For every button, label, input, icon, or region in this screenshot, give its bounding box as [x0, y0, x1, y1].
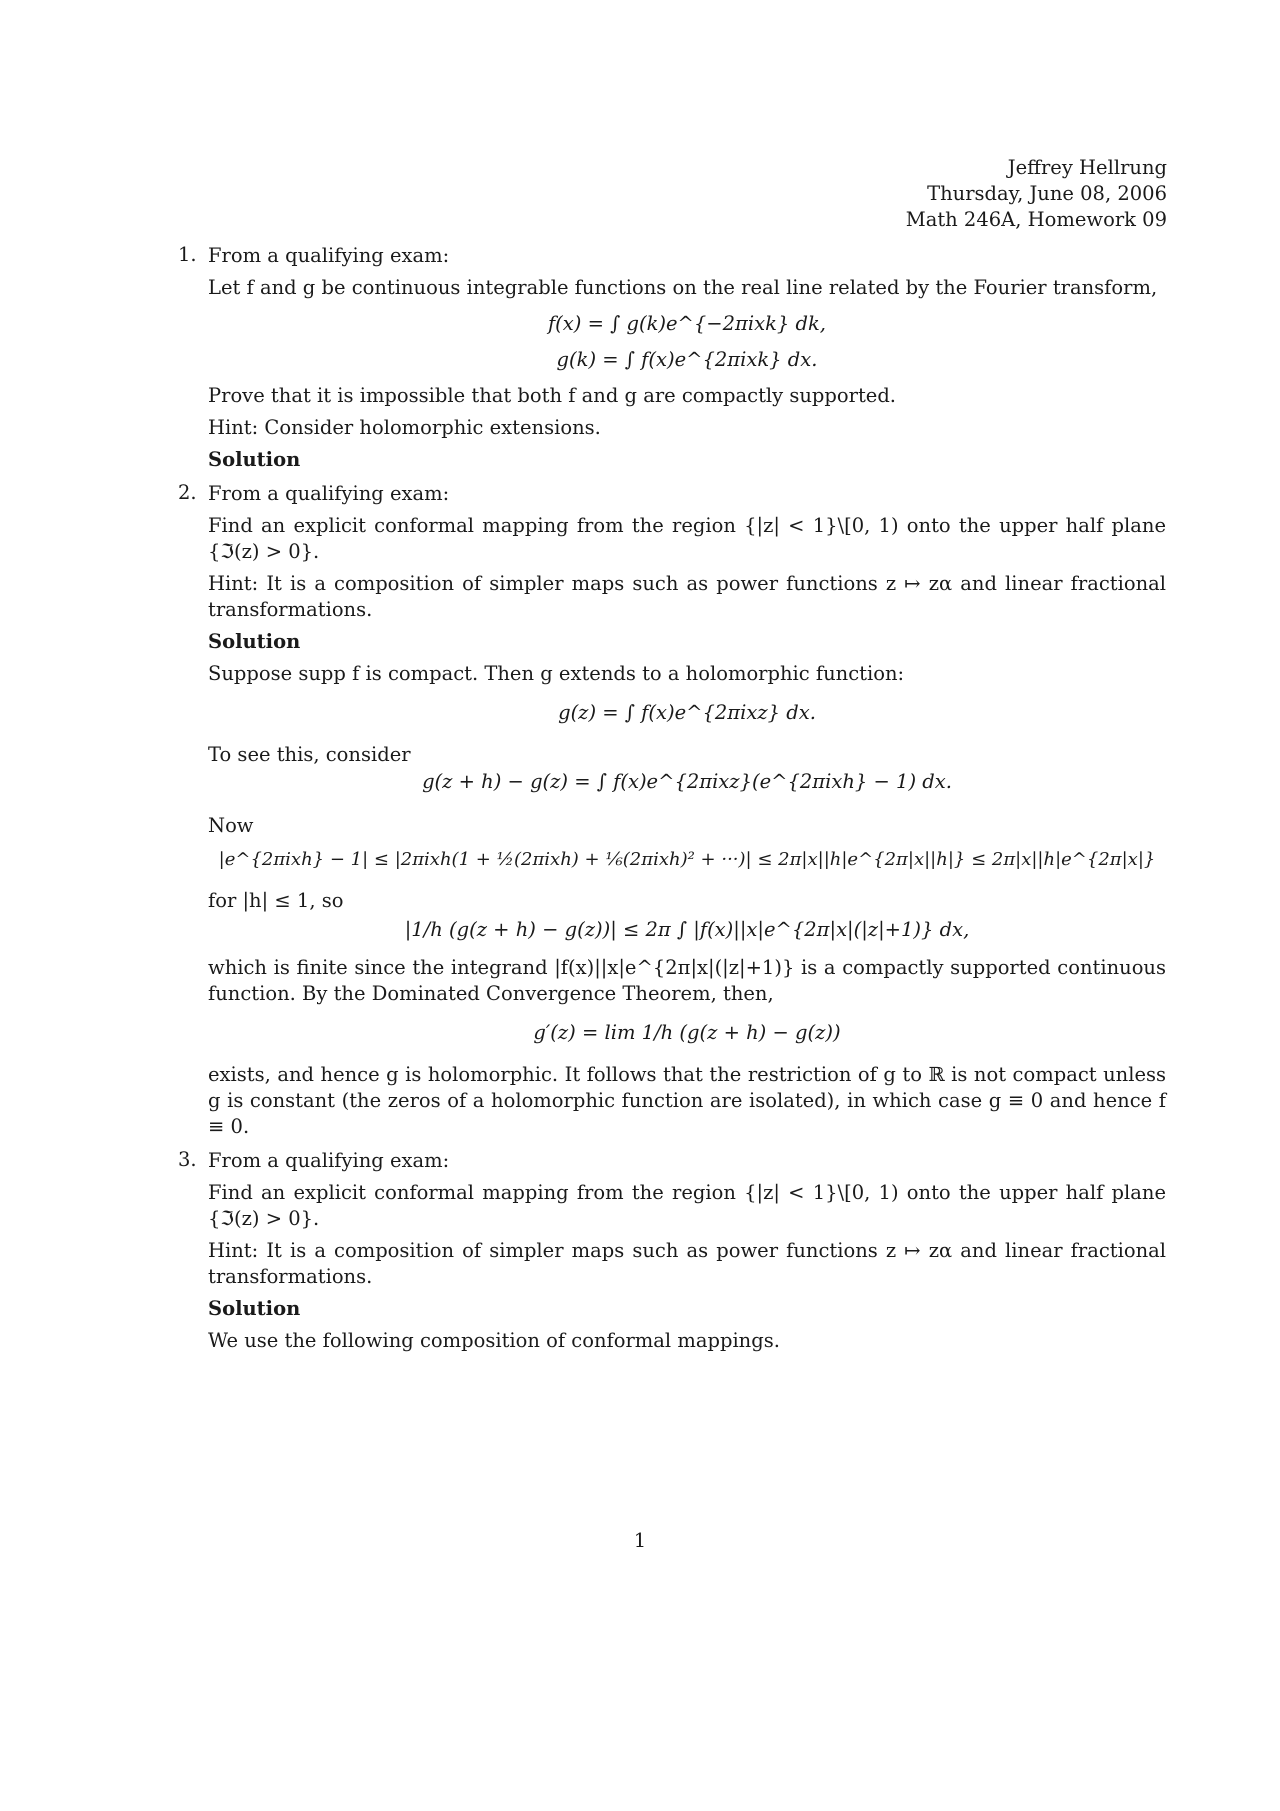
problem-intro: From a qualifying exam:: [208, 1149, 450, 1172]
page-number: 1: [633, 1529, 647, 1552]
equation-g: g(k) = ∫ f(x)e^{2πixk} dx.: [556, 348, 818, 371]
derivative-limit: g′(z) = lim 1/h (g(z + h) − g(z)): [533, 1021, 841, 1044]
date: Thursday, June 08, 2006: [927, 182, 1167, 205]
solution-heading: Solution: [208, 630, 301, 653]
equation-g-z: g(z) = ∫ f(x)e^{2πixz} dx.: [558, 701, 816, 724]
solution-paragraph: which is finite since the integrand |f(x)||x|e^{2π|x|(|z|+1)} is a compactly supported continuous function. By the Dominated Convergence Theorem, then,: [208, 956, 1166, 1005]
solution-paragraph: Suppose supp f is compact. Then g extends to a holomorphic function:: [208, 662, 905, 685]
hint: Hint: It is a composition of simpler maps such as power functions z ↦ zα and linear fractional transformations.: [208, 1239, 1166, 1288]
hint: Hint: Consider holomorphic extensions.: [208, 416, 601, 439]
solution-paragraph: exists, and hence g is holomorphic. It follows that the restriction of g to ℝ is not compact unless g is constant (the zeros of a holomorphic function are isolated), in which case g ≡ 0 and hence f ≡ 0.: [208, 1063, 1166, 1138]
problem-number: 3.: [178, 1148, 197, 1171]
problem-number: 2.: [178, 481, 197, 504]
problem-number: 1.: [178, 243, 197, 266]
problem-3: [178, 1148, 1166, 1354]
solution-paragraph: Now: [208, 814, 254, 837]
problem-2: [178, 481, 1166, 1140]
author-name: Jeffrey Hellrung: [1007, 156, 1167, 179]
solution-paragraph: for |h| ≤ 1, so: [208, 889, 344, 912]
prove-statement: Prove that it is impossible that both f and g are compactly supported.: [208, 384, 897, 407]
course-line: Math 246A, Homework 09: [905, 208, 1167, 231]
solution-paragraph: We use the following composition of conformal mappings.: [208, 1329, 780, 1352]
problem-statement: Find an explicit conformal mapping from the region {|z| < 1}\[0, 1) onto the upper half plane {ℑ(z) > 0}.: [208, 1181, 1166, 1230]
hint: Hint: It is a composition of simpler maps such as power functions z ↦ zα and linear fractional transformations.: [208, 572, 1166, 621]
fourier-equations: [208, 309, 1166, 375]
problem-statement: Find an explicit conformal mapping from the region {|z| < 1}\[0, 1) onto the upper half plane {ℑ(z) > 0}.: [208, 514, 1166, 563]
header-block: [906, 155, 1167, 233]
equation-difference: g(z + h) − g(z) = ∫ f(x)e^{2πixz}(e^{2πixh} − 1) dx.: [422, 770, 952, 793]
equation-f: f(x) = ∫ g(k)e^{−2πixk} dk,: [547, 312, 827, 335]
problem-1: [178, 243, 1166, 473]
solution-heading: Solution: [208, 448, 301, 471]
inequality-estimate: |e^{2πixh} − 1| ≤ |2πixh(1 + ½(2πixh) + ⅙(2πixh)² + ···)| ≤ 2π|x||h|e^{2π|x||h|} ≤ 2π|x||h|e^{2π|x|}: [218, 849, 1156, 870]
homework-content: [178, 243, 1166, 1360]
difference-quotient-bound: |1/h (g(z + h) − g(z))| ≤ 2π ∫ |f(x)||x|e^{2π|x|(|z|+1)} dx,: [404, 918, 970, 941]
problem-intro: From a qualifying exam:: [208, 482, 450, 505]
solution-paragraph: To see this, consider: [208, 743, 411, 766]
solution-heading: Solution: [208, 1297, 301, 1320]
problem-statement: Let f and g be continuous integrable functions on the real line related by the Fourier transform,: [208, 276, 1158, 299]
problem-intro: From a qualifying exam:: [208, 244, 450, 267]
